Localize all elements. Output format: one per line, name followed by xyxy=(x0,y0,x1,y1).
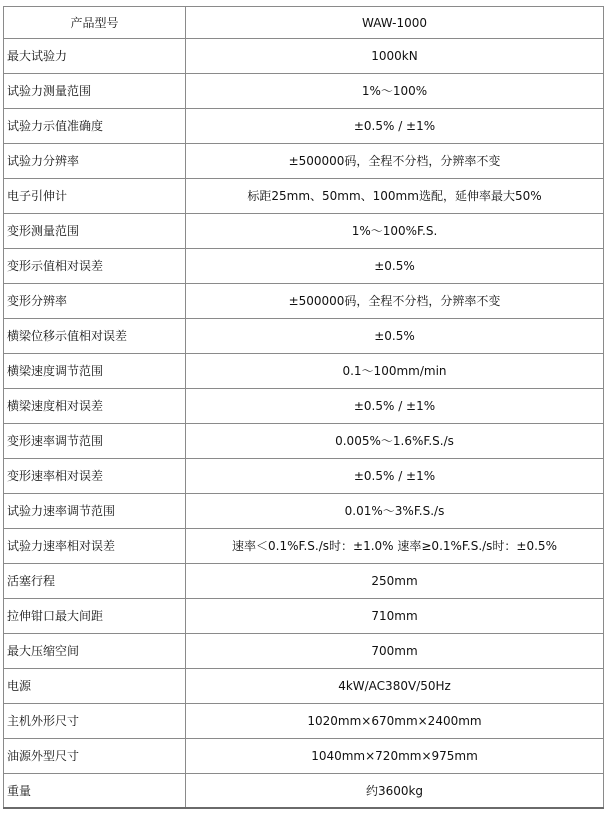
spec-table xyxy=(3,6,604,809)
spec-value: 710mm xyxy=(186,599,604,634)
spec-label: 试验力测量范围 xyxy=(4,74,186,109)
spec-label: 变形速率调节范围 xyxy=(4,424,186,459)
spec-value: 1000kN xyxy=(186,39,604,74)
spec-label: 活塞行程 xyxy=(4,564,186,599)
spec-table-body xyxy=(4,7,604,809)
spec-label: 变形测量范围 xyxy=(4,214,186,249)
spec-row xyxy=(4,669,604,704)
spec-value: ±0.5% / ±1% xyxy=(186,109,604,144)
spec-row xyxy=(4,144,604,179)
spec-value: 标距25mm、50mm、100mm选配，延伸率最大50% xyxy=(186,179,604,214)
spec-value: 1%～100%F.S. xyxy=(186,214,604,249)
spec-row xyxy=(4,599,604,634)
spec-label: 重量 xyxy=(4,774,186,809)
spec-value: 0.1～100mm/min xyxy=(186,354,604,389)
spec-label: 变形速率相对误差 xyxy=(4,459,186,494)
spec-row xyxy=(4,774,604,809)
spec-value: 250mm xyxy=(186,564,604,599)
spec-row xyxy=(4,179,604,214)
spec-value: 1%～100% xyxy=(186,74,604,109)
spec-row xyxy=(4,634,604,669)
spec-row xyxy=(4,284,604,319)
spec-value: 700mm xyxy=(186,634,604,669)
spec-value: 0.005%～1.6%F.S./s xyxy=(186,424,604,459)
spec-row xyxy=(4,249,604,284)
spec-row xyxy=(4,494,604,529)
spec-row xyxy=(4,389,604,424)
spec-row xyxy=(4,704,604,739)
spec-label: 电子引伸计 xyxy=(4,179,186,214)
spec-label: 变形分辨率 xyxy=(4,284,186,319)
spec-label: 试验力分辨率 xyxy=(4,144,186,179)
spec-row xyxy=(4,739,604,774)
spec-value: 4kW/AC380V/50Hz xyxy=(186,669,604,704)
spec-row xyxy=(4,74,604,109)
spec-label: 主机外形尺寸 xyxy=(4,704,186,739)
spec-row xyxy=(4,529,604,564)
spec-value: ±500000码，全程不分档，分辨率不变 xyxy=(186,144,604,179)
spec-row xyxy=(4,109,604,144)
spec-value: ±0.5% xyxy=(186,319,604,354)
spec-label: 试验力速率调节范围 xyxy=(4,494,186,529)
spec-row xyxy=(4,319,604,354)
spec-value: 速率＜0.1%F.S./s时：±1.0% 速率≥0.1%F.S./s时：±0.5% xyxy=(186,529,604,564)
spec-label: 试验力速率相对误差 xyxy=(4,529,186,564)
spec-label: 油源外型尺寸 xyxy=(4,739,186,774)
header-row xyxy=(4,7,604,39)
spec-row xyxy=(4,214,604,249)
spec-label: 电源 xyxy=(4,669,186,704)
spec-value: 1040mm×720mm×975mm xyxy=(186,739,604,774)
spec-label: 最大试验力 xyxy=(4,39,186,74)
spec-row xyxy=(4,39,604,74)
spec-value: ±0.5% xyxy=(186,249,604,284)
spec-value: ±0.5% / ±1% xyxy=(186,389,604,424)
spec-label: 横梁位移示值相对误差 xyxy=(4,319,186,354)
spec-row xyxy=(4,354,604,389)
spec-label: 横梁速度相对误差 xyxy=(4,389,186,424)
spec-label: 横梁速度调节范围 xyxy=(4,354,186,389)
spec-label: 变形示值相对误差 xyxy=(4,249,186,284)
spec-value: 0.01%～3%F.S./s xyxy=(186,494,604,529)
spec-label: 拉伸钳口最大间距 xyxy=(4,599,186,634)
spec-label: 最大压缩空间 xyxy=(4,634,186,669)
header-value: WAW-1000 xyxy=(186,7,604,39)
header-label: 产品型号 xyxy=(4,7,186,39)
spec-value: 约3600kg xyxy=(186,774,604,809)
spec-value: 1020mm×670mm×2400mm xyxy=(186,704,604,739)
spec-row xyxy=(4,564,604,599)
spec-row xyxy=(4,424,604,459)
spec-label: 试验力示值准确度 xyxy=(4,109,186,144)
spec-value: ±500000码，全程不分档，分辨率不变 xyxy=(186,284,604,319)
spec-value: ±0.5% / ±1% xyxy=(186,459,604,494)
spec-row xyxy=(4,459,604,494)
